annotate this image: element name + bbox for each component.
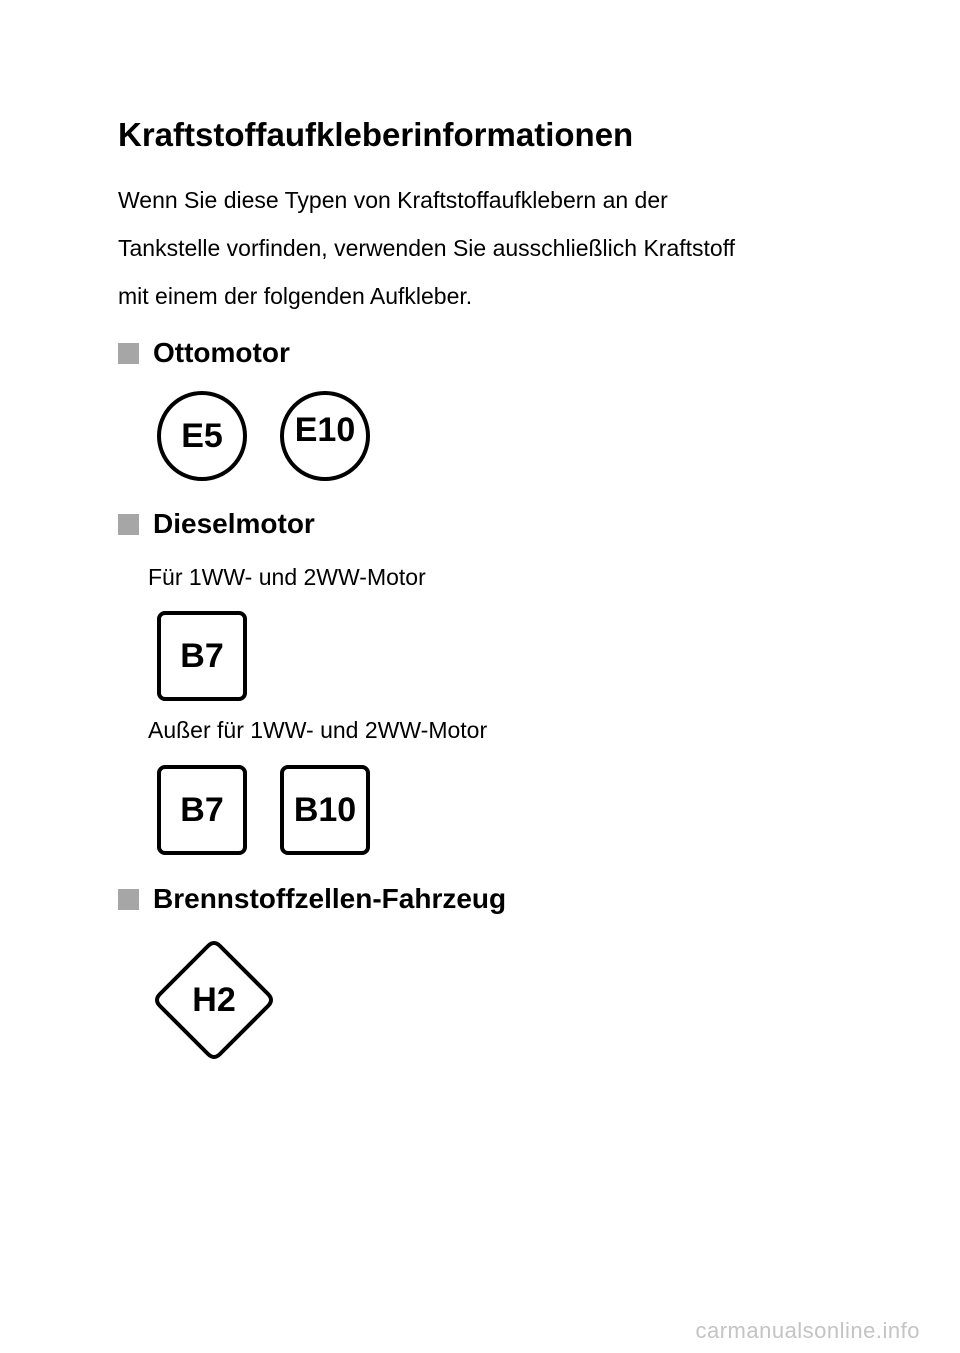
square-bullet-icon [118, 889, 139, 910]
section-heading-label: Brennstoffzellen-Fahrzeug [153, 883, 507, 914]
fuel-label-b7: B7 [157, 611, 247, 701]
intro-paragraph [118, 176, 878, 320]
intro-line-3: mit einem der folgenden Aufkleber. [118, 283, 473, 309]
fuel-label-e10: E10 [280, 391, 370, 481]
watermark-footer: carmanualsonline.info [695, 1318, 920, 1343]
page-title: Kraftstoffaufkleberinformationen [118, 116, 634, 153]
intro-line-1: Wenn Sie diese Typen von Kraftstoffaufklebern an der [118, 187, 668, 213]
fuel-label-h2: H2 [152, 938, 276, 1062]
section-heading-dieselmotor [118, 507, 315, 541]
section-heading-label: Ottomotor [153, 337, 290, 368]
fuel-label-e5: E5 [157, 391, 247, 481]
intro-line-2: Tankstelle vorfinden, verwenden Sie ausschließlich Kraftstoff [118, 235, 736, 261]
section-heading-label: Dieselmotor [153, 508, 315, 539]
section-heading-ottomotor [118, 336, 290, 370]
square-bullet-icon [118, 514, 139, 535]
diesel-subheading-except-1ww-2ww: Außer für 1WW- und 2WW-Motor [148, 717, 488, 743]
fuel-label-b10: B10 [280, 765, 370, 855]
fuel-label-b7: B7 [157, 765, 247, 855]
diesel-subheading-1ww-2ww: Für 1WW- und 2WW-Motor [148, 564, 426, 590]
section-heading-brennstoffzellen [118, 882, 506, 916]
square-bullet-icon [118, 343, 139, 364]
